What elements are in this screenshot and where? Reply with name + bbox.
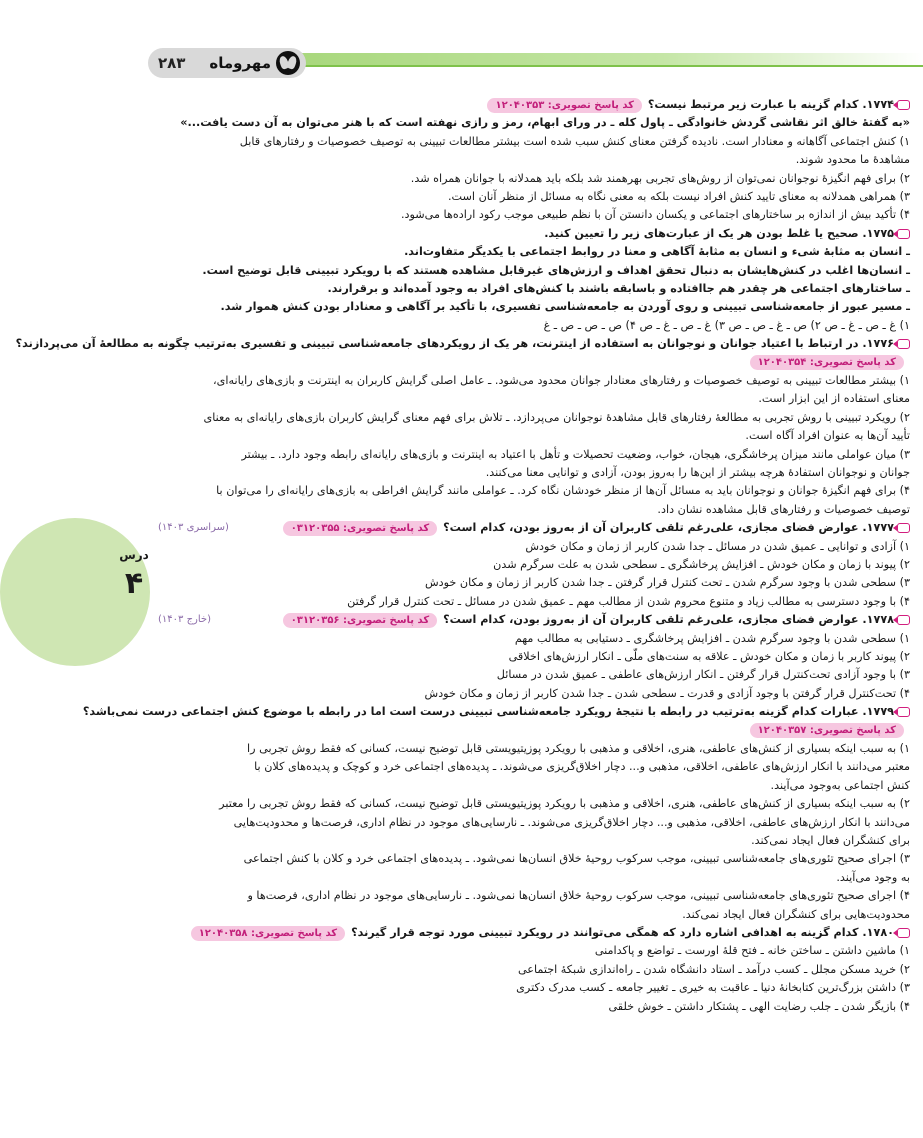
exam-source: (سراسری ۱۴۰۳) [158, 522, 229, 534]
option-line [158, 390, 910, 408]
option-line [158, 630, 910, 648]
line-text: ۴) با وجود دسترسی به مطالب زیاد و متنوع محروم شدن از مطالب مهم ـ عمیق شدن در مسائل ـ تحت کنترل قرار گرفتن [347, 594, 910, 608]
line-text: می‌دانند با انکار ارزش‌های عاطفی، اخلاقی، مذهبی و... دچار اخلاق‌گریزی می‌شوند. ـ نارسایی‌های موجود در نظام اداری، فرصت‌ها و محدودیت‌هایی [233, 815, 910, 829]
page-number: ۲۸۳ [158, 54, 186, 72]
video-camera-icon[interactable] [897, 339, 910, 349]
option-line [158, 446, 910, 464]
line-text: ۱) ماشین داشتن ـ ساختن خانه ـ فتح قلهٔ اورست ـ تواضع و پاکدامنی [594, 944, 910, 958]
option-line [158, 648, 910, 666]
option-line [158, 482, 910, 500]
option-line [158, 409, 910, 427]
bold-line [82, 703, 910, 721]
line-text: ۴) تحت‌کنترل قرار گرفتن با وجود آزادی و قدرت ـ سطحی شدن ـ جدا شدن کاربر از زمان و مکان خودش [424, 686, 910, 700]
line-text: ۴) تأکید بیش از اندازه بر ساختارهای اجتماعی و یکسان دانستن آن با نظم طبیعی موجب رکود اراده‌ها می‌شود. [400, 208, 910, 222]
answer-code-badge[interactable]: کد پاسخ تصویری: ۱۲۰۴۰۳۵۸ [191, 926, 345, 941]
question-heading [158, 924, 910, 942]
bold-line [158, 225, 910, 243]
question-text: ۱۷۷۷. عوارض فضای مجازی، علی‌رغم تلقی کاربران آن از به‌روز بودن، کدام است؟ [443, 521, 894, 535]
line-text: معنای استفاده از این ابزار است. [758, 392, 910, 406]
option-line [158, 979, 910, 997]
video-camera-icon[interactable] [897, 928, 910, 938]
line-text: ۲) رویکرد تبیینی با روش تجربی به مطالعهٔ رفتارهای قابل مشاهدهٔ نوجوانان می‌پردازد. ـ تلاش برای فهم معنای گرایش کاربران بازی‌های رایانه‌ای به معنای [203, 410, 910, 424]
video-camera-icon[interactable] [897, 707, 910, 717]
option-line [158, 464, 910, 482]
option-line [158, 501, 910, 519]
option-line [158, 666, 910, 684]
option-line [158, 998, 910, 1016]
option-line [158, 942, 910, 960]
lesson-word: درس [119, 548, 149, 562]
option-line [158, 777, 910, 795]
line-text: تأیید آن‌ها به عنوان افراد آگاه است. [745, 429, 910, 443]
line-text: برای کنشگران فعال ایجاد نمی‌کند. [751, 834, 910, 847]
line-text: ۱) کنش اجتماعی آگاهانه و معنادار است. نادیده گرفتن معنای کنش سبب شده است بیشتر مطالعات تبیینی به توصیف خصوصیات و رفتارهای قابل [239, 134, 910, 148]
line-text: جوانان و نوجوانان استفادهٔ هرچه بیشتر از این‌ها را به‌روز بودن، آزادی و توانایی معنا می‌کنند. [485, 466, 910, 479]
option-line [158, 850, 910, 868]
line-text: ۲) پیوند کاربر با زمان و مکان خودش ـ علاقه به سنت‌های ملّی ـ انکار ارزش‌های اخلاقی [508, 650, 910, 663]
option-line [158, 869, 910, 887]
answer-code-badge[interactable]: کد پاسخ تصویری: ۱۲۰۴۰۳۵۴ [750, 355, 904, 370]
bold-line [158, 243, 910, 261]
option-line [158, 906, 910, 924]
option-line [158, 170, 910, 188]
page-header-badge [148, 48, 306, 78]
option-line [158, 593, 910, 611]
answer-code-row [158, 354, 910, 372]
option-line [158, 372, 910, 390]
option-line [158, 832, 910, 850]
video-camera-icon[interactable] [897, 229, 910, 239]
line-text: ۱۷۷۹. عبارات کدام گزینه به‌ترتیب در رابطه با نتیجهٔ رویکرد جامعه‌شناسی تبیینی درست است اما در رابطه با موضوع کنش اجتماعی درست نمی‌باشد؟ [82, 705, 894, 719]
option-line [158, 814, 910, 832]
line-text: ۱) سطحی شدن با وجود سرگرم شدن ـ افزایش پرخاشگری ـ دستیابی به مطالب مهم [514, 631, 910, 645]
line-text: ۱۷۷۵. صحیح یا غلط بودن هر یک از عبارت‌های زیر را تعیین کنید. [544, 226, 894, 240]
video-camera-icon[interactable] [897, 615, 910, 625]
line-text: کنش اجتماعی به‌وجود می‌آیند. [770, 778, 910, 792]
line-text: معتبر می‌دانند با انکار ارزش‌های عاطفی، اخلاقی، مذهبی و... دچار اخلاق‌گریزی می‌شوند. ـ پدیده‌های اجتماعی خرد و کوچک و پدیده‌های کلان با [254, 760, 910, 774]
brand-name: مهروماه [209, 54, 271, 72]
option-line [158, 556, 910, 574]
line-text: به وجود می‌آیند. [836, 870, 910, 884]
option-line [158, 317, 910, 335]
line-text: ۳) اجرای صحیح تئوری‌های جامعه‌شناسی تبیینی، موجب سرکوب روحیهٔ خلاق انسان‌ها نمی‌شود. ـ پدیده‌های اجتماعی خرد و کلان با کنش اجتماعی [243, 852, 910, 866]
answer-code-badge[interactable]: کد پاسخ تصویری: ۱۲۰۴۰۳۵۷ [750, 723, 904, 738]
line-text: ۳) میان عواملی مانند میزان پرخاشگری، هیجان، خواب، وضعیت تحصیلات و تأهل با اعتیاد به اینترنت و بازی‌های رایانه‌ای رابطه وجود دارد. ـ بیشتر [241, 447, 910, 461]
line-text: ـ انسان به مثابهٔ شیء و انسان به مثابهٔ آگاهی و معنا در روابط اجتماعی با یکدیگر متفاوت‌اند. [404, 245, 910, 259]
option-line [158, 685, 910, 703]
line-text: ۳) همراهی همدلانه به معنای تایید کنش افراد نیست بلکه به معنی نگاه به مسائل از منظر آنان است. [448, 190, 910, 203]
bold-line [158, 280, 910, 298]
question-text: ۱۷۷۸. عوارض فضای مجازی، علی‌رغم تلقی کاربران آن از به‌روز بودن، کدام است؟ [443, 613, 894, 627]
lesson-side-tab [118, 518, 150, 666]
line-text: ۲) به سبب اینکه بسیاری از کنش‌های عاطفی، هنری، اخلاقی و مذهبی با رویکرد پوزیتیویستی قابل توضیح نیست، کسانی که فقط روش تجربی را معتبر [219, 797, 910, 811]
line-text: ۱) بیشتر مطالعات تبیینی به توصیف خصوصیات و رفتارهای معنادار جوانان محدود می‌شود. ـ عامل اصلی گرایش کاربران به اینترنت و بازی‌های رایانه‌ای، [213, 374, 910, 387]
line-text: ۳) سطحی شدن با وجود سرگرم شدن ـ تحت کنترل قرار گرفتن ـ جدا شدن کاربر از زمان و مکان خودش [425, 576, 910, 590]
option-line [158, 206, 910, 224]
line-text: ۳) با وجود آزادی تحت‌کنترل قرار گرفتن ـ انکار ارزش‌های عاطفی ـ عمیق شدن در مسائل [496, 668, 910, 682]
line-text: ۴) بازیگر شدن ـ جلب رضایت الهی ـ پشتکار داشتن ـ خوش خلقی [608, 999, 910, 1013]
bold-line [158, 114, 910, 132]
option-line [158, 795, 910, 813]
bold-line [15, 335, 910, 353]
line-text: ـ مسیر عبور از جامعه‌شناسی تبیینی و روی آوردن به جامعه‌شناسی تفسیری، با تأکید بر آگاهی و معنادار بودن کنش هموار شد. [220, 300, 910, 314]
line-text: ۲) برای فهم انگیزهٔ نوجوانان نمی‌توان از روش‌های تجربی بهرهمند شد بلکه باید همدلانه با جوانان همراه شد. [410, 171, 910, 185]
question-text: ۱۷۷۴. کدام گزینه با عبارت زیر مرتبط نیست؟ [647, 98, 894, 111]
question-heading [158, 96, 910, 114]
answer-code-badge[interactable]: کد پاسخ تصویری: ۱۲۰۴۰۳۵۳ [487, 98, 641, 113]
question-heading [158, 611, 910, 629]
line-text: ۴) اجرای صحیح تئوری‌های جامعه‌شناسی تبیینی، موجب سرکوب روحیهٔ خلاق انسان‌ها نمی‌شود. ـ نارسایی‌های موجود در نظام اداری، فرصت‌ها و [247, 889, 910, 903]
line-text: ۱) آزادی و توانایی ـ عمیق شدن در مسائل ـ جدا شدن کاربر از زمان و مکان خودش [525, 539, 910, 553]
bold-line [158, 298, 910, 316]
line-text: ۲) خرید مسکن مجلل ـ کسب درآمد ـ استاد دانشگاه شدن ـ راه‌اندازی شبکهٔ اجتماعی [517, 962, 910, 976]
option-line [158, 427, 910, 445]
option-line [158, 887, 910, 905]
butterfly-logo-icon [276, 51, 300, 75]
line-text: ۱) به سبب اینکه بسیاری از کنش‌های عاطفی، هنری، اخلاقی و مذهبی با رویکرد پوزیتیویستی قابل توضیح نیست، کسانی که فقط روش تجربی را [247, 742, 910, 755]
answer-code-badge[interactable]: کد پاسخ تصویری: ۰۳۱۲۰۳۵۶ [283, 613, 437, 628]
lesson-number: ۴ [124, 566, 144, 601]
option-line [158, 538, 910, 556]
line-text: مشاهدهٔ ما محدود شوند. [795, 153, 910, 167]
line-text: ـ ساختارهای اجتماعی هر چقدر هم جاافتاده و باسابقه باشند با کنش‌های افراد به وجود آمده‌اند و برقرارند. [327, 282, 910, 295]
question-text: ۱۷۸۰. کدام گزینه به اهدافی اشاره دارد که همگی می‌توانند در رویکرد تبیینی مورد توجه قرار گیرند؟ [351, 926, 894, 939]
line-text: توصیف خصوصیات و رفتارهای قابل مشاهده نشان داد. [657, 502, 910, 516]
line-text: ۱۷۷۶. در ارتباط با اعتیاد جوانان و نوجوانان به استفاده از اینترنت، هر یک از رویکردهای جامعه‌شناسی تبیینی و تفسیری به‌ترتیب چگونه به مطالعهٔ آن می‌پردازند؟ [15, 337, 894, 351]
option-line [158, 133, 910, 151]
line-text: ـ انسان‌ها اغلب در کنش‌هایشان به دنبال تحقق اهداف و ارزش‌های غیرقابل مشاهده هستند که با رویکرد تبیینی قابل توضیح است. [202, 263, 910, 277]
line-text: ۲) پیوند با زمان و مکان خودش ـ افزایش پرخاشگری ـ سطحی شدن به علت سرگرم شدن [493, 558, 910, 571]
video-camera-icon[interactable] [897, 100, 910, 110]
option-line [158, 188, 910, 206]
bold-line [158, 262, 910, 280]
line-text: ۳) داشتن بزرگ‌ترین کتابخانهٔ دنیا ـ عاقبت به خیری ـ تغییر جامعه ـ کسب مدرک دکتری [516, 981, 910, 995]
option-line [158, 758, 910, 776]
question-heading [158, 519, 910, 537]
line-text: محدودیت‌هایی برای کنشگران فعال ایجاد نمی‌کند. [682, 907, 910, 921]
line-text: ۴) برای فهم انگیزهٔ جوانان و نوجوانان باید به مسائل آن‌ها از منظر خودشان نگاه کرد. ـ عواملی مانند گرایش افراطی به بازی‌های رایانه‌ای را می‌توان با [216, 484, 910, 498]
option-line [158, 961, 910, 979]
answer-code-badge[interactable]: کد پاسخ تصویری: ۰۳۱۲۰۳۵۵ [283, 521, 437, 536]
option-line [158, 740, 910, 758]
option-line [158, 151, 910, 169]
line-text: ۱) غ ـ ص ـ غ ـ ص ۲) ص ـ غ ـ ص ـ ص ۳) غ ـ ص ـ غ ـ ص ۴) ص ـ ص ـ ص ـ غ [543, 318, 910, 332]
exam-source: (خارج ۱۴۰۳) [158, 614, 211, 626]
answer-code-row [158, 722, 910, 740]
video-camera-icon[interactable] [897, 523, 910, 533]
line-text: «به گفتهٔ خالق اثر نقاشی گردش خانوادگی ـ پاول کله ـ در ورای ابهام، رمز و رازی نهفته است که با هنر می‌توان به آن دست یافت...» [180, 116, 910, 130]
option-line [158, 574, 910, 592]
